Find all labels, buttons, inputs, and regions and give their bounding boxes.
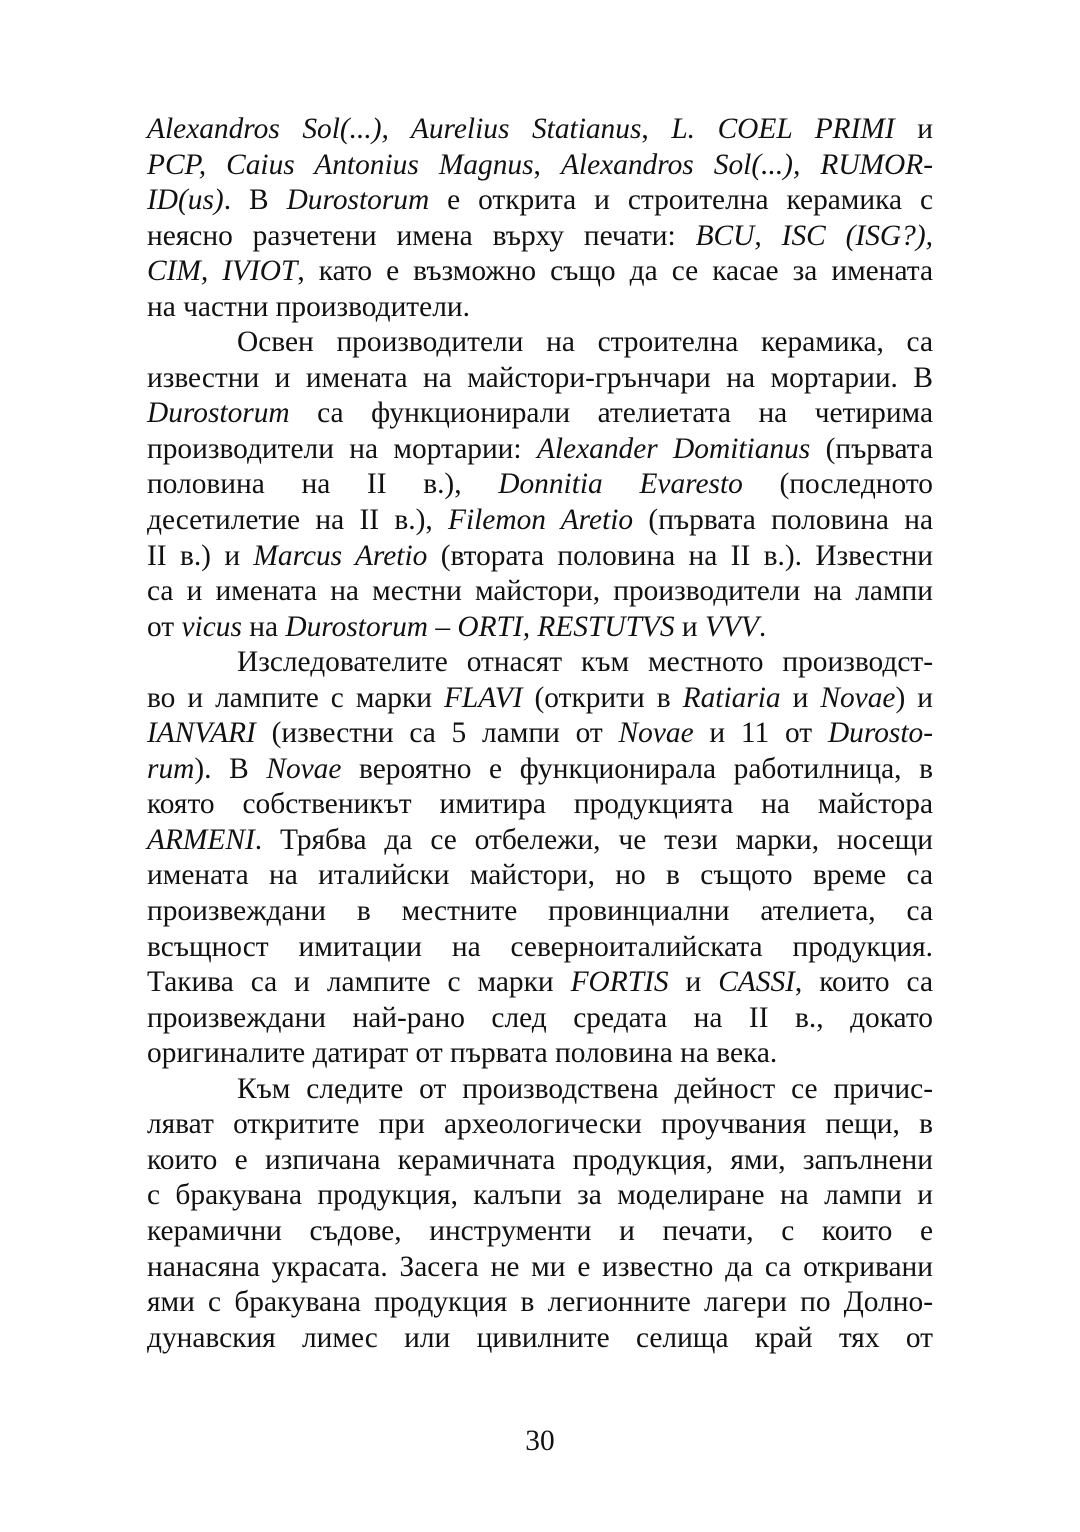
text-line: [147, 965, 933, 1001]
text-run: во и лампите с марки: [147, 681, 444, 714]
italic-term: BCU, ISC (ISG?),: [695, 219, 933, 252]
text-run: Освен производители на строителна керамика, са: [237, 326, 933, 359]
italic-term: Durostorum – ORTI, RESTUTVS: [285, 610, 675, 643]
text-line: [147, 1143, 933, 1179]
text-run: и: [780, 681, 821, 714]
italic-term: Novae: [266, 752, 342, 785]
italic-term: Marcus Aretio: [253, 539, 428, 572]
text-line: [147, 858, 933, 894]
text-line: [147, 148, 933, 184]
italic-term: Alexandros Sol(...), RUMOR-: [560, 148, 933, 181]
text-run: известни и имената на майстори-грънчари на мортарии. В: [147, 361, 933, 394]
text-line: [147, 574, 933, 610]
italic-term: VVV: [705, 610, 759, 643]
text-line: [147, 1072, 933, 1108]
text-run: ). В: [194, 752, 267, 785]
text-line: [147, 361, 933, 397]
text-run: (открити в: [522, 681, 683, 714]
text-line: [147, 1178, 933, 1214]
text-line: [147, 219, 933, 255]
text-line: [147, 823, 933, 859]
text-run: . Трябва да се отбележи, че тези марки, носещи: [254, 823, 933, 856]
italic-term: ID(us): [147, 184, 224, 217]
text-line: [147, 681, 933, 717]
italic-term: IANVARI: [147, 717, 256, 750]
text-run: , като е възможно също да се касае за имената: [297, 255, 933, 288]
text-run: Такива са и лампите с марки: [147, 966, 571, 999]
text-run: . В: [223, 184, 287, 217]
text-run: която собственикът имитира продукцията на майстора: [147, 788, 933, 821]
text-run: които е изпичана керамичната продукция, ями, запълнени: [147, 1143, 933, 1176]
text-line: [147, 1250, 933, 1286]
text-run: ями с бракувана продукция в легионните лагери по Долно-: [147, 1286, 933, 1319]
text-line: [147, 1036, 933, 1072]
italic-term: rum: [147, 752, 195, 785]
text-run: (втората половина на II в.). Известни: [427, 539, 934, 572]
text-line: [147, 787, 933, 823]
text-line: [147, 254, 933, 290]
text-run: неясно разчетени имена върху печати:: [147, 219, 696, 252]
text-line: [147, 539, 933, 575]
text-run: дунавския лимес или цивилните селища край тях от: [147, 1321, 933, 1354]
text-run: произвеждани най-рано след средата на II в., докато: [147, 1001, 933, 1034]
text-line: [147, 325, 933, 361]
italic-term: ARMENI: [147, 823, 255, 856]
text-run: десетилетие на II в.),: [147, 504, 449, 537]
text-run: са и имената на местни майстори, производители на лампи: [147, 575, 933, 608]
italic-term: Durostorum: [286, 184, 430, 217]
text-run: Изследователите отнасят към местното производст-: [237, 646, 933, 679]
text-line: [147, 645, 933, 681]
text-line: [147, 716, 933, 752]
text-run: , които са: [794, 966, 933, 999]
text-line: [147, 432, 933, 468]
text-run: (известни са 5 лампи от: [255, 717, 619, 750]
italic-term: vicus: [181, 610, 242, 643]
text-line: [147, 752, 933, 788]
italic-term: Ratiaria: [682, 681, 781, 714]
text-run: ) и: [895, 681, 933, 714]
text-line: [147, 1214, 933, 1250]
text-run: и 11 от: [693, 717, 828, 750]
text-run: производители на мортарии:: [147, 432, 537, 465]
text-line: [147, 1321, 933, 1357]
text-line: [147, 1285, 933, 1321]
text-run: II в.) и: [147, 539, 254, 572]
text-run: всъщност имитации на северноиталийската продукция.: [147, 930, 933, 963]
text-run: са функционирали ателиетата на четирима: [289, 397, 933, 430]
text-run: и: [894, 113, 933, 145]
text-line: [147, 503, 933, 539]
italic-term: CASSI: [718, 966, 795, 999]
italic-term: Alexander Domitianus: [536, 432, 811, 465]
text-line: [147, 1107, 933, 1143]
text-run: произвеждани в местните провинциални ателиета, са: [147, 895, 933, 928]
text-line: [147, 290, 933, 326]
text-line: [147, 396, 933, 432]
text-line: [147, 894, 933, 930]
text-run: ,: [533, 148, 561, 181]
text-line: [147, 930, 933, 966]
italic-term: Novae: [820, 681, 896, 714]
text-run: на частни производители.: [147, 290, 470, 323]
text-run: ,: [641, 113, 672, 145]
text-run: .: [758, 610, 767, 643]
text-line: [147, 112, 933, 148]
text-run: половина на II в.),: [147, 468, 499, 501]
italic-term: Durostorum: [147, 397, 290, 430]
text-run: имената на италийски майстори, но в същото време са: [147, 859, 933, 892]
italic-term: Novae: [618, 717, 694, 750]
italic-term: CIM, IVIOT: [147, 255, 298, 288]
text-line: [147, 610, 933, 646]
text-run: (първата половина на: [633, 504, 933, 537]
italic-term: Donnitia Evaresto: [498, 468, 743, 501]
text-line: [147, 183, 933, 219]
text-run: на: [241, 610, 286, 643]
text-run: ляват откритите при археологически проучвания пещи, в: [147, 1108, 933, 1141]
italic-term: Filemon Aretio: [448, 504, 634, 537]
page-number: 30: [525, 1425, 555, 1457]
text-run: (последното: [742, 468, 933, 501]
italic-term: L. COEL PRIMI: [671, 113, 895, 145]
text-run: нанасяна украсата. Засега не ми е известно да са откривани: [147, 1250, 933, 1283]
text-run: вероятно е функционирала работилница, в: [341, 752, 933, 785]
italic-term: PCP, Caius Antonius Magnus: [147, 148, 534, 181]
text-line: [147, 467, 933, 503]
body-text: [147, 112, 933, 1356]
text-run: е открита и строителна керамика с: [429, 184, 933, 217]
text-run: Към следите от производствена дейност се причис-: [237, 1072, 933, 1105]
text-run: и: [668, 966, 719, 999]
italic-term: Durosto-: [827, 717, 933, 750]
text-run: керамични съдове, инструменти и печати, с които е: [147, 1214, 933, 1247]
text-run: (първата: [810, 432, 934, 465]
text-run: от: [147, 610, 182, 643]
italic-term: FLAVI: [443, 681, 523, 714]
text-run: с бракувана продукция, калъпи за моделиране на лампи и: [147, 1179, 933, 1212]
text-run: и: [674, 610, 705, 643]
italic-term: Alexandros Sol(...), Aurelius Statianus: [147, 113, 642, 145]
text-line: [147, 1001, 933, 1037]
text-run: оригиналите датират от първата половина на века.: [147, 1037, 778, 1070]
italic-term: FORTIS: [570, 966, 669, 999]
